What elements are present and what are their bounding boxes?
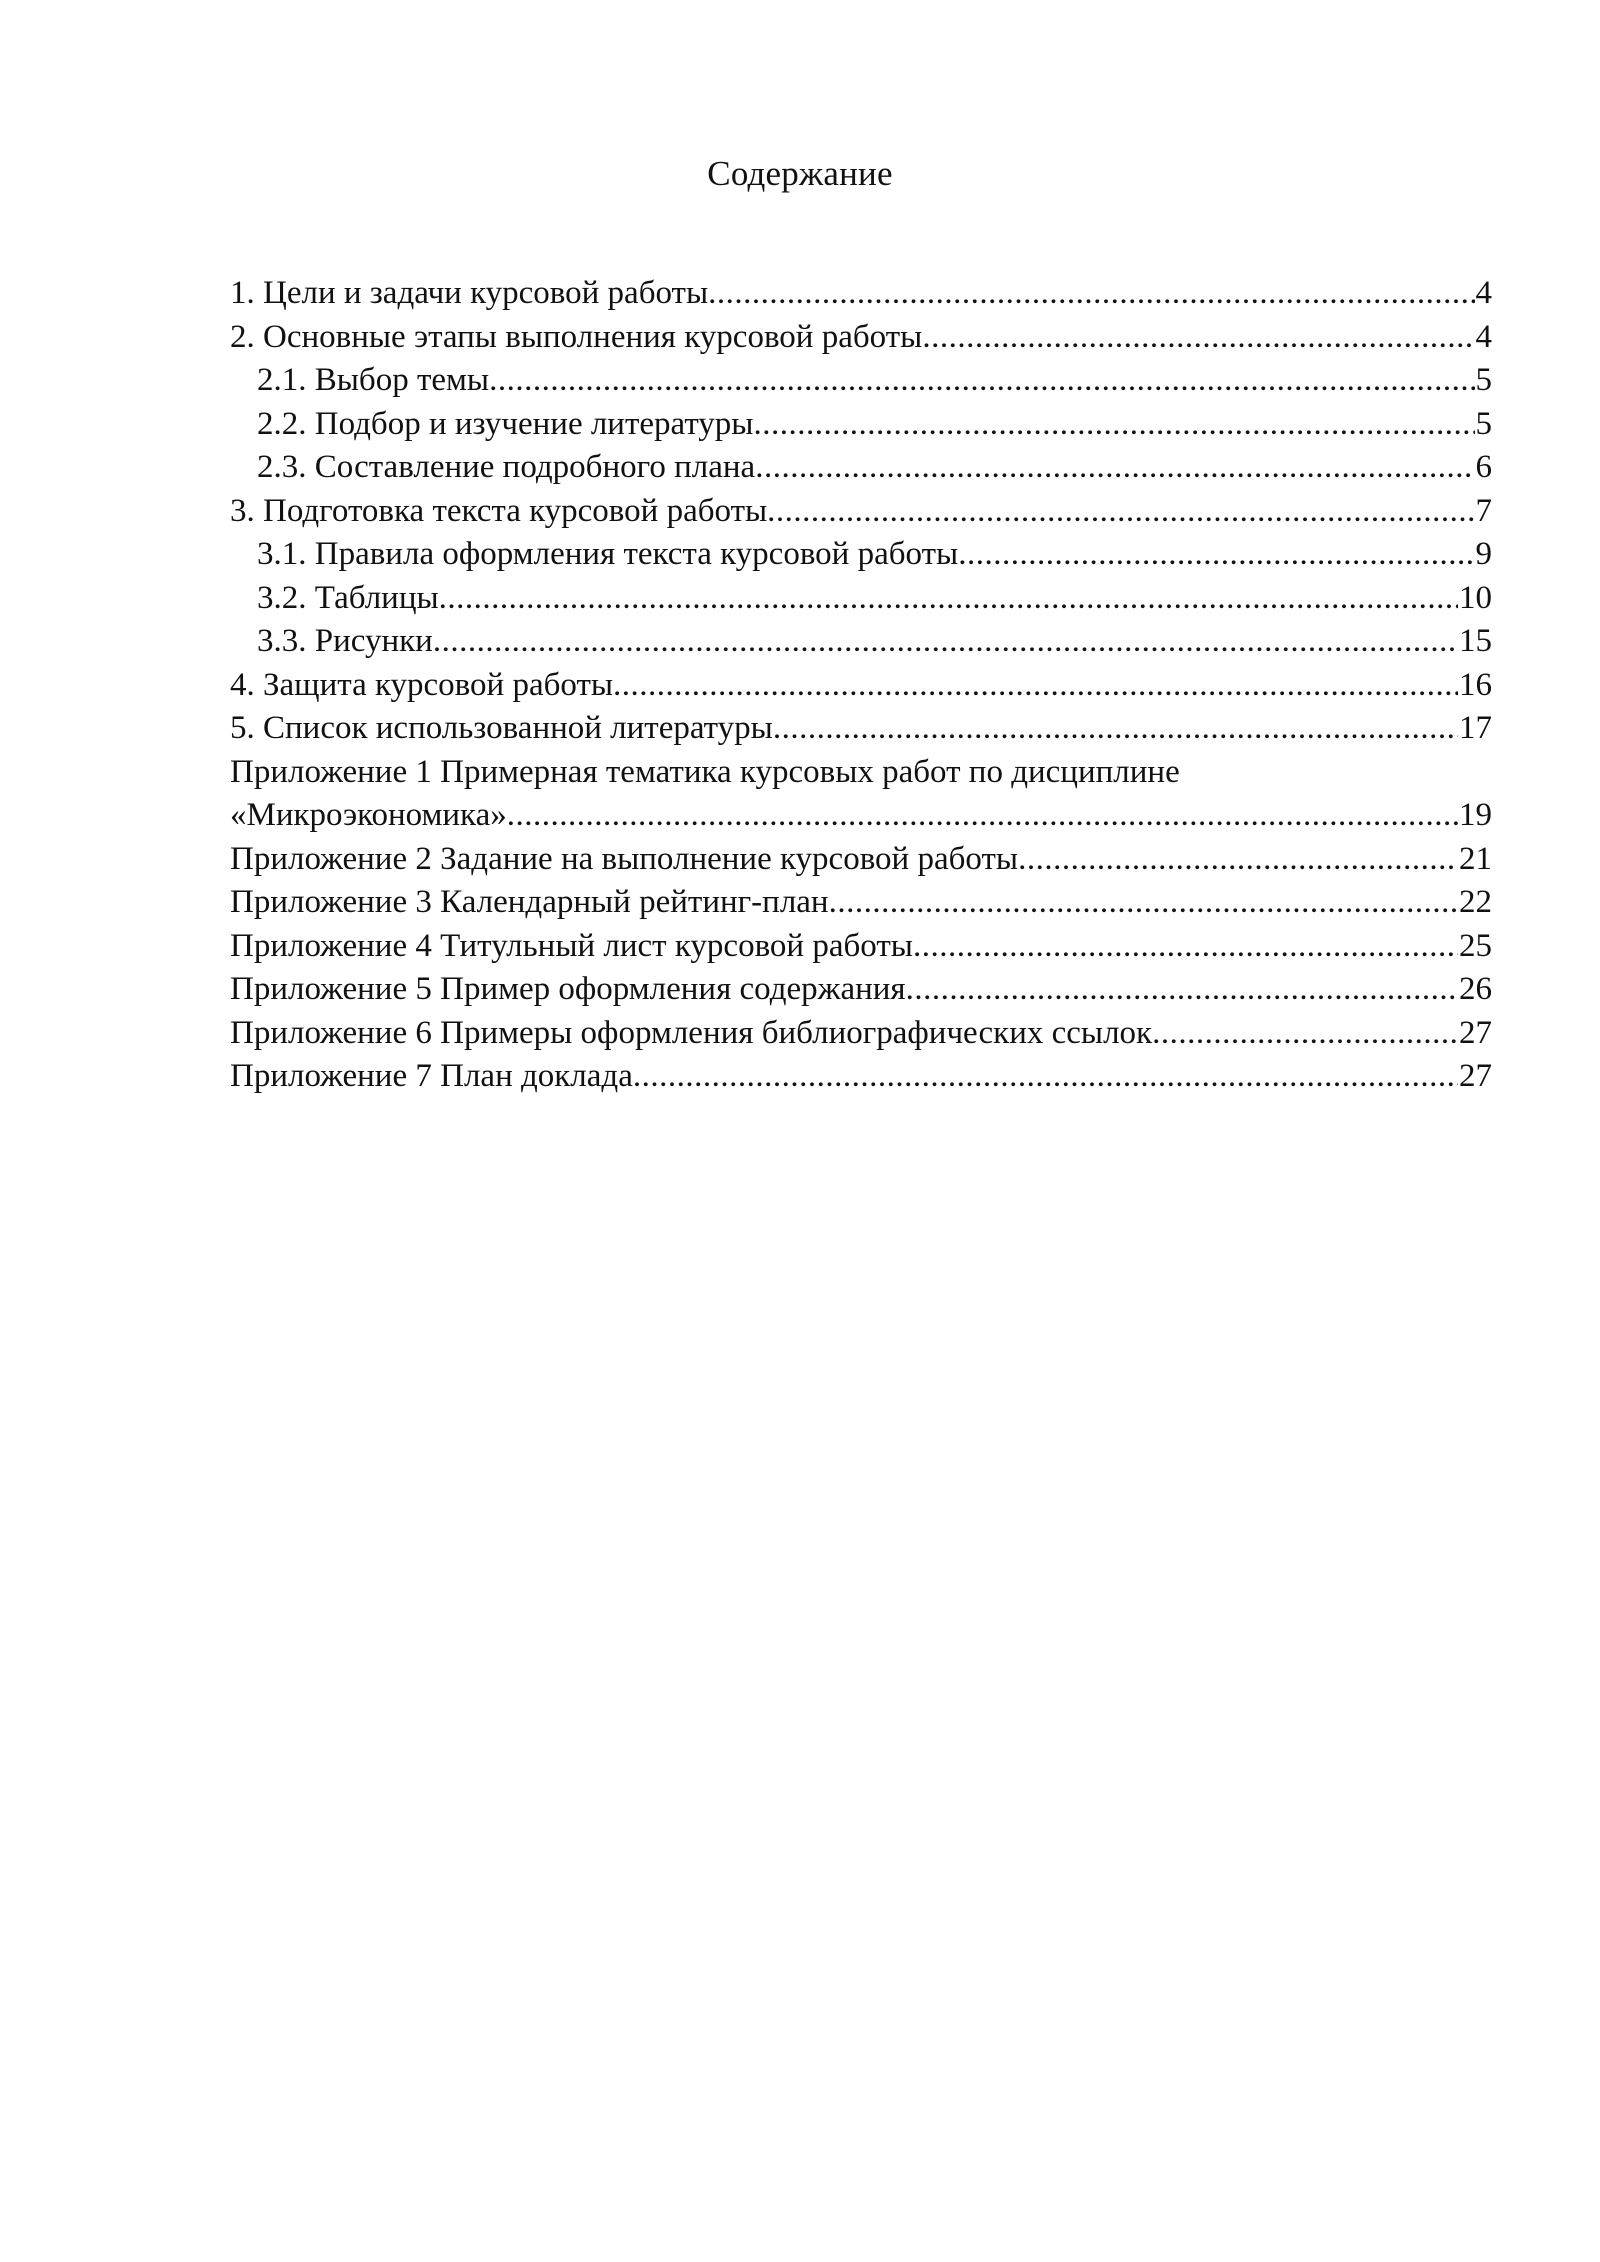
toc-entry[interactable] [230, 446, 1492, 490]
toc-entry[interactable] [230, 707, 1492, 751]
toc-entry-text: Приложение 7 План доклада [230, 1058, 633, 1094]
toc-entry-text: 2.2. Подбор и изучение литературы [257, 405, 754, 442]
toc-leader-dots [829, 881, 1458, 925]
toc-entry[interactable] [230, 925, 1492, 969]
toc-entry[interactable] [230, 272, 1492, 316]
toc-page-number: 22 [1459, 884, 1492, 920]
toc-page-number: 4 [1475, 318, 1492, 355]
toc-entry-text: «Микроэкономика» [230, 797, 507, 833]
toc-entry-text: 4. Защита курсовой работы [230, 666, 614, 703]
toc-page-number: 26 [1459, 971, 1492, 1007]
toc-entry[interactable] [230, 1012, 1492, 1056]
toc-page-number: 15 [1459, 623, 1492, 659]
toc-leader-dots [613, 664, 1458, 708]
toc-page-number: 16 [1459, 666, 1492, 703]
toc-page-number: 17 [1459, 710, 1492, 746]
toc-entry[interactable] [230, 838, 1492, 882]
toc-leader-dots [489, 359, 1474, 403]
table-of-contents [230, 272, 1492, 1099]
toc-leader-dots [1018, 838, 1458, 882]
toc-leader-dots [507, 794, 1458, 838]
toc-page-number: 7 [1475, 492, 1492, 529]
toc-entry[interactable] [230, 490, 1492, 534]
toc-entry-text: Приложение 6 Примеры оформления библиографических ссылок [230, 1014, 1153, 1051]
toc-entry[interactable] [230, 577, 1492, 621]
toc-page-number: 21 [1459, 840, 1492, 877]
toc-entry-text: 2.3. Составление подробного плана [257, 449, 756, 485]
toc-entry[interactable] [230, 620, 1492, 664]
toc-page-number: 25 [1459, 927, 1492, 964]
toc-entry-text: 3.2. Таблицы [257, 579, 439, 616]
toc-leader-dots [773, 707, 1458, 751]
toc-entry-text: Приложение 3 Календарный рейтинг-план [230, 884, 829, 920]
toc-page-number: 5 [1475, 405, 1492, 442]
toc-leader-dots [1152, 1012, 1458, 1056]
toc-leader-dots [767, 490, 1474, 534]
toc-leader-dots [922, 316, 1474, 360]
toc-page-number: 10 [1459, 579, 1492, 616]
toc-leader-dots [708, 272, 1474, 316]
toc-entry[interactable] [230, 968, 1492, 1012]
toc-entry-text: 3. Подготовка текста курсовой работы [230, 492, 768, 529]
toc-page-number: 5 [1475, 362, 1492, 398]
toc-leader-dots [906, 968, 1458, 1012]
toc-entry-text: 3.3. Рисунки [257, 623, 433, 659]
toc-entry[interactable] [230, 316, 1492, 360]
toc-leader-dots [755, 446, 1474, 490]
toc-page-number: 19 [1459, 797, 1492, 833]
toc-entry-text: 2.1. Выбор темы [257, 362, 490, 398]
toc-leader-dots [433, 620, 1458, 664]
toc-entry-text: 5. Список использованной литературы [230, 710, 773, 746]
toc-entry-text: Приложение 4 Титульный лист курсовой работы [230, 927, 913, 964]
toc-leader-dots [753, 403, 1474, 447]
toc-page-number: 9 [1475, 536, 1492, 572]
toc-entry[interactable] [230, 664, 1492, 708]
toc-entry[interactable] [230, 881, 1492, 925]
toc-page-number: 6 [1475, 449, 1492, 485]
toc-leader-dots [913, 925, 1458, 969]
toc-entry-text: Приложение 5 Пример оформления содержания [230, 971, 906, 1007]
toc-page-number: 4 [1475, 275, 1492, 311]
toc-entry-text: 1. Цели и задачи курсовой работы [230, 275, 709, 311]
toc-page-number: 27 [1459, 1058, 1492, 1094]
toc-page-number: 27 [1459, 1014, 1492, 1051]
toc-leader-dots [439, 577, 1458, 621]
toc-entry[interactable] [230, 533, 1492, 577]
toc-leader-dots [958, 533, 1474, 577]
page-title: Содержание [707, 154, 893, 193]
toc-leader-dots [633, 1055, 1458, 1099]
toc-entry[interactable] [230, 359, 1492, 403]
toc-entry[interactable] [230, 794, 1492, 838]
toc-entry-first-line[interactable]: Приложение 1 Примерная тематика курсовых работ по дисциплине [230, 753, 1180, 790]
toc-entry[interactable] [230, 1055, 1492, 1099]
toc-entry[interactable] [230, 403, 1492, 447]
toc-entry-text: 2. Основные этапы выполнения курсовой работы [230, 318, 923, 355]
toc-entry-text: Приложение 2 Задание на выполнение курсовой работы [230, 840, 1019, 877]
toc-entry-text: 3.1. Правила оформления текста курсовой работы [257, 536, 959, 572]
